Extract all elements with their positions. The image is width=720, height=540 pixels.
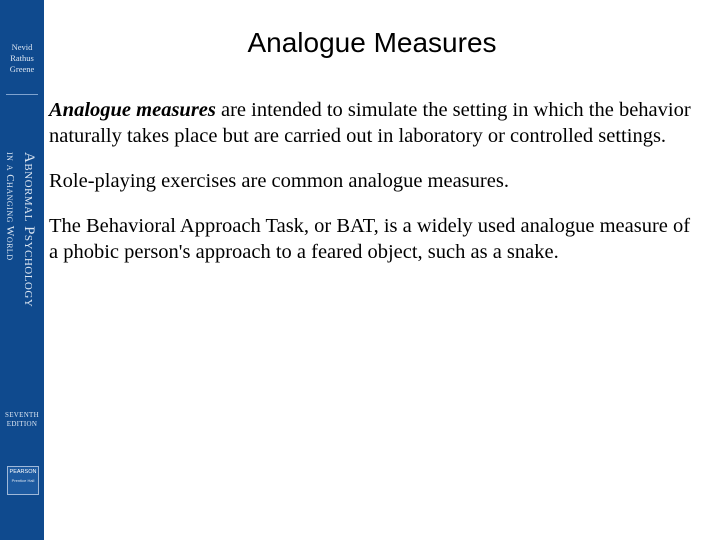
edition-line: EDITION [6, 420, 38, 428]
author-name: Rathus [10, 53, 34, 63]
paragraph-text: Role-playing exercises are common analogue measures. [49, 170, 509, 192]
spine-edition [0, 411, 44, 429]
key-term: Analogue measures [49, 99, 216, 121]
body-paragraph [49, 213, 704, 265]
paragraph-text: The Behavioral Approach Task, or BAT, is a widely used analogue measure of a phobic person's approach to a feared object, such as a snake. [49, 215, 691, 263]
edition-line: SEVENTH [5, 411, 39, 419]
slide-body [49, 97, 704, 284]
publisher-imprint: Prentice Hall [11, 478, 35, 483]
publisher-name: PEARSON [9, 469, 37, 475]
spine-authors [0, 42, 44, 75]
body-paragraph [49, 97, 704, 149]
spine-title-line-2: in a Changing World [4, 152, 16, 261]
author-name: Nevid [11, 42, 33, 52]
paragraph-text: are intended to simulate the setting in which the behavior naturally takes place but are carried out in laboratory or controlled settings. [49, 99, 691, 147]
spine-title-line-1: Abnormal Psychology [21, 152, 37, 308]
publisher-logo [7, 466, 39, 495]
slide-title: Analogue Measures [247, 27, 497, 58]
book-spine-sidebar [0, 0, 44, 540]
body-paragraph [49, 168, 704, 194]
spine-book-title [2, 152, 42, 352]
author-name: Greene [9, 64, 35, 74]
spine-divider [6, 94, 38, 95]
